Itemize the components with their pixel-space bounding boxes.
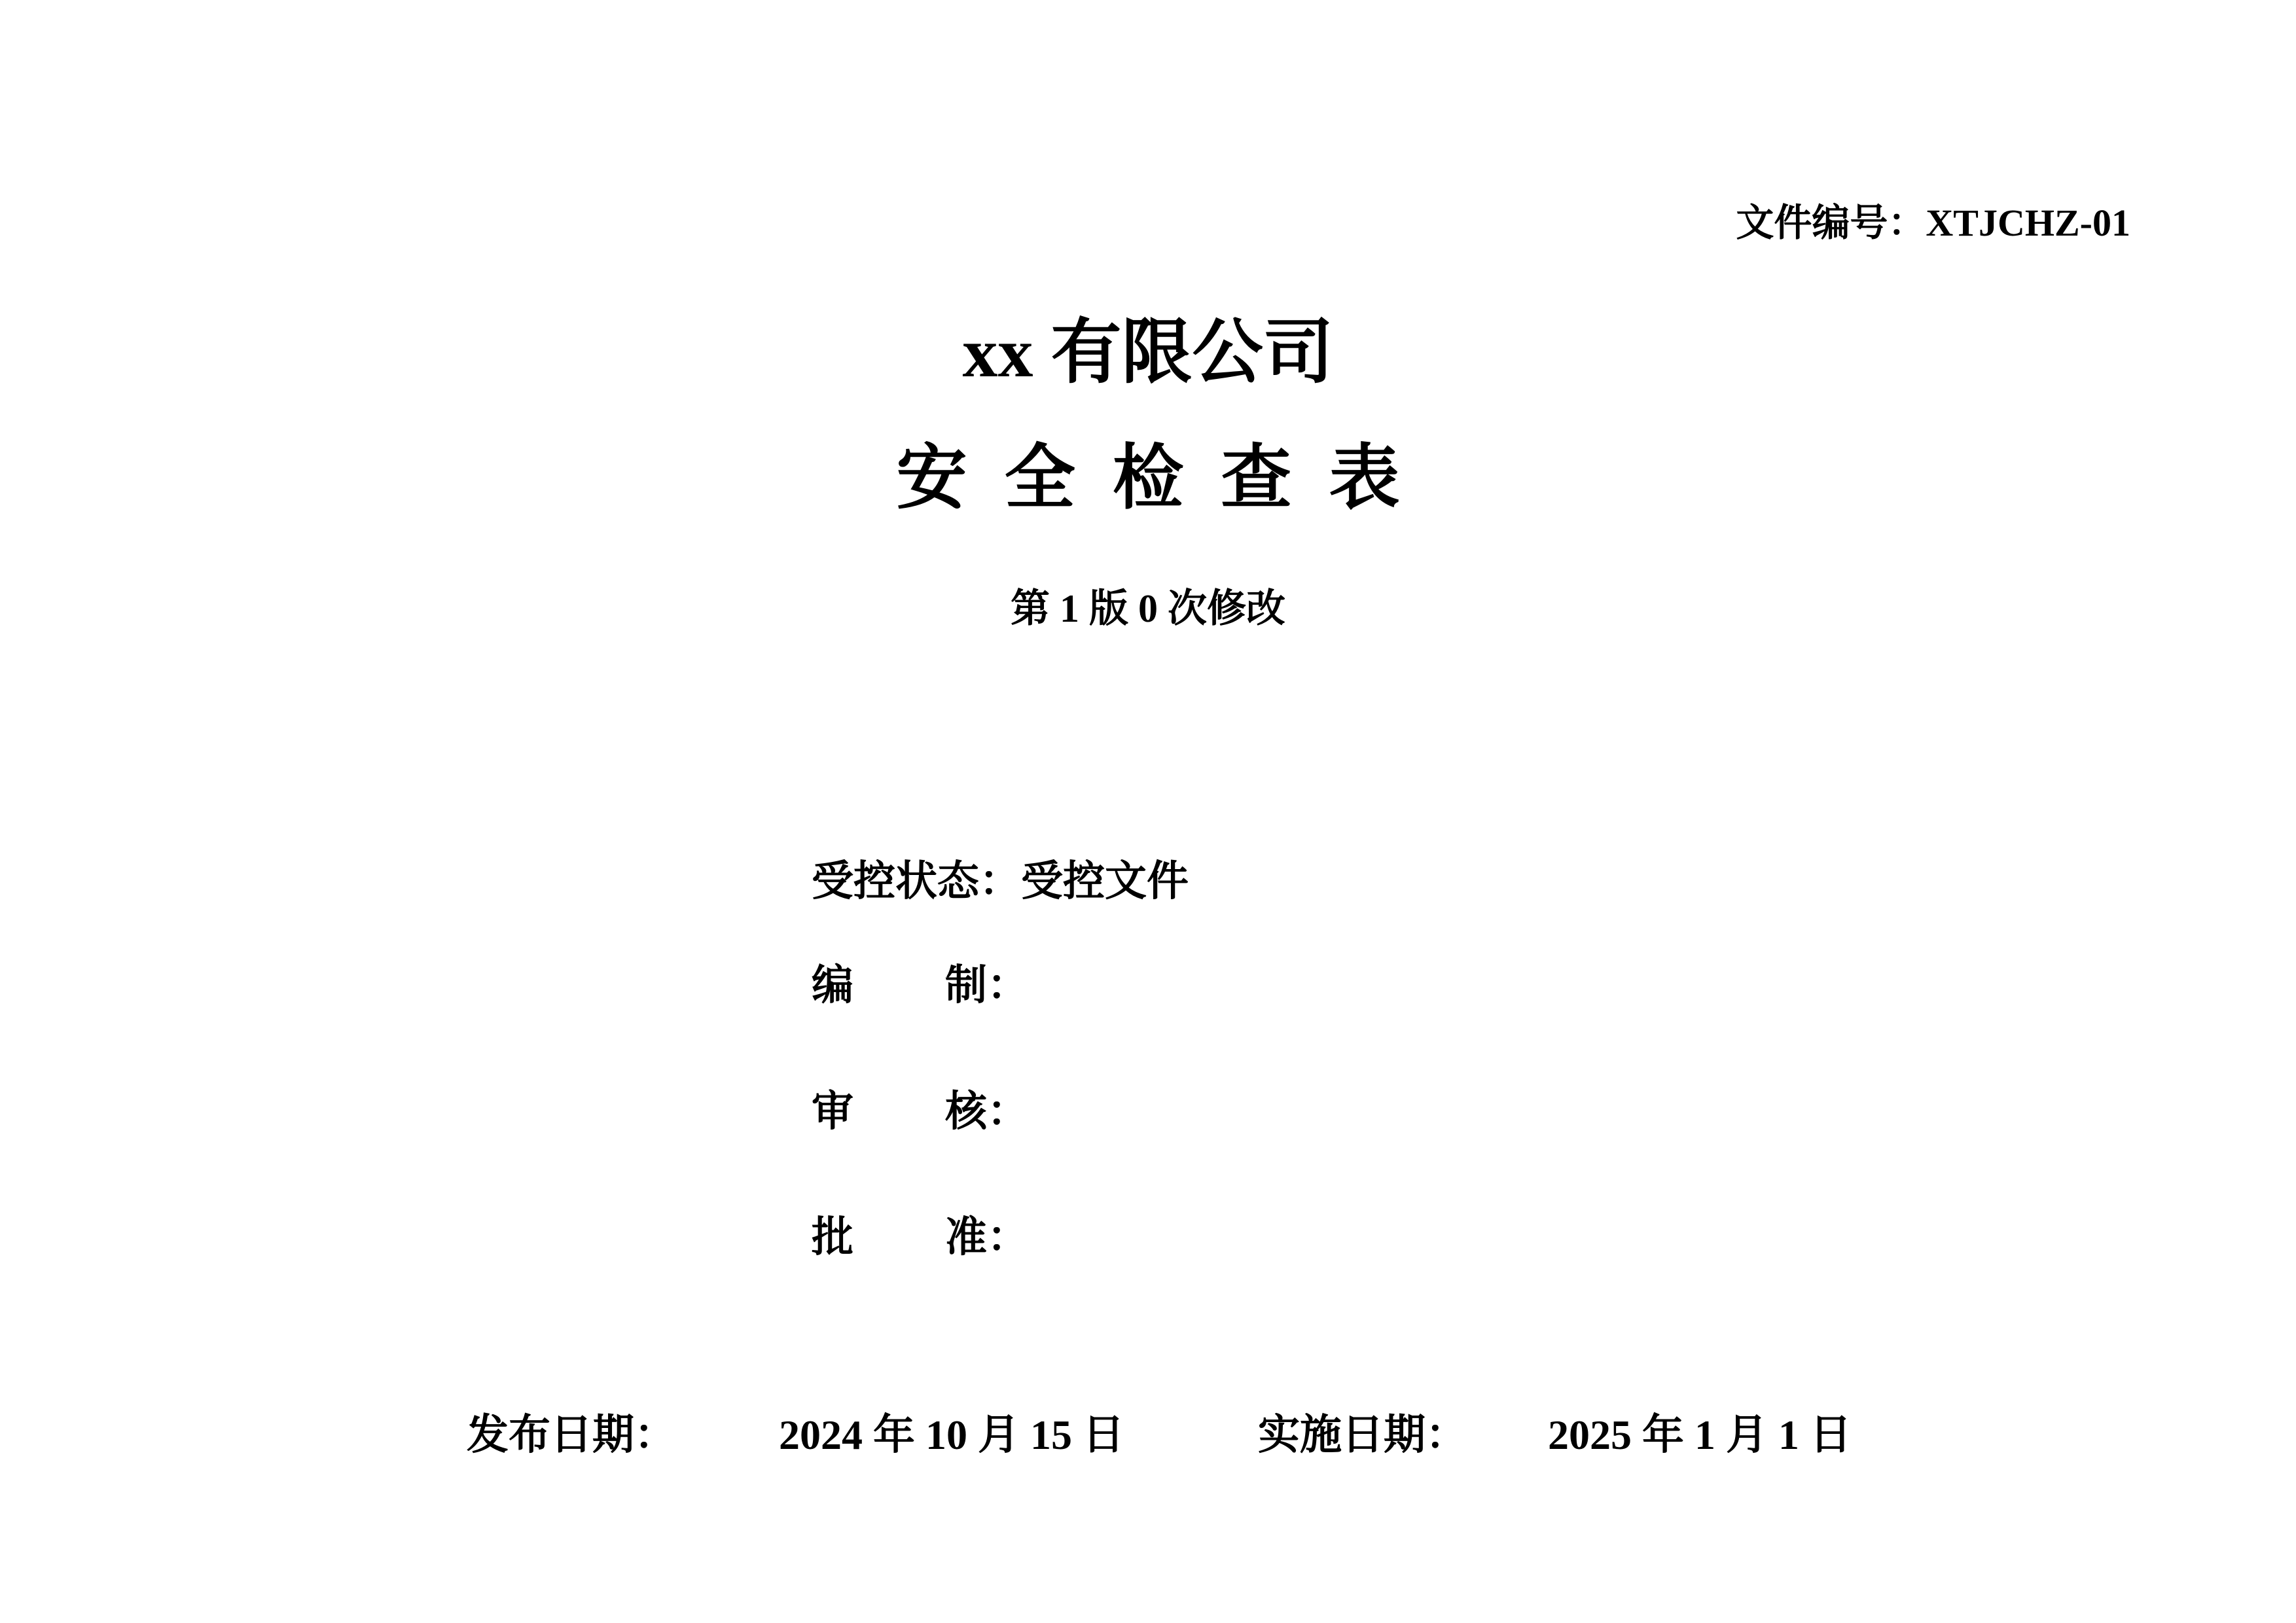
- approve-label-right: 准：: [945, 1214, 1029, 1260]
- review-label-right: 核：: [945, 1088, 1029, 1135]
- signature-field-compile: [812, 961, 1029, 1010]
- company-name: xx 有限公司: [962, 314, 1334, 392]
- controlled-status-line: 受控状态：受控文件: [812, 858, 1189, 904]
- compile-label-left: 编: [812, 962, 853, 1008]
- version-line: 第 1 版 0 次修改: [1011, 587, 1285, 630]
- document-title: 安 全 检 查 表: [896, 440, 1400, 518]
- implementation-date-value: 2025 年 1 月 1 日: [1548, 1412, 1852, 1458]
- approve-label-left: 批: [812, 1214, 853, 1260]
- release-date-label: 发布日期：: [467, 1412, 676, 1458]
- doc-number: 文件编号：XTJCHZ-01: [1736, 202, 2130, 244]
- signature-field-review: [812, 1088, 1029, 1136]
- compile-label-right: 制：: [945, 962, 1029, 1008]
- signature-field-approve: [812, 1213, 1029, 1262]
- review-label-left: 审: [812, 1088, 853, 1135]
- implementation-date-label: 实施日期：: [1258, 1412, 1467, 1458]
- release-date-value: 2024 年 10 月 15 日: [779, 1412, 1124, 1458]
- date-line: [467, 1411, 1852, 1459]
